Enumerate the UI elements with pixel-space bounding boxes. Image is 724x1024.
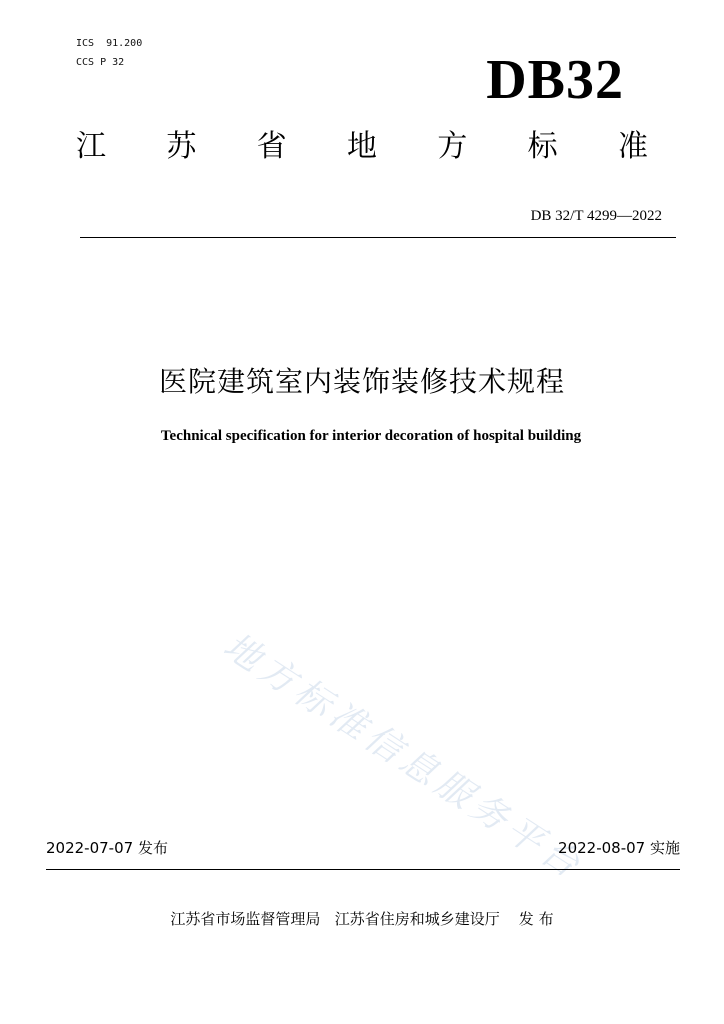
issue-date: 2022-07-07 发布 <box>46 839 168 857</box>
level-char: 准 <box>617 129 648 164</box>
level-char: 地 <box>346 129 377 164</box>
implementation-date: 2022-08-07 实施 <box>558 839 680 857</box>
level-char: 标 <box>527 129 558 164</box>
level-char: 苏 <box>166 129 197 164</box>
level-char: 省 <box>256 129 287 164</box>
document-title-chinese: 医院建筑室内装饰装修技术规程 <box>158 365 565 398</box>
standard-number: DB 32/T 4299—2022 <box>530 208 662 224</box>
watermark: 地方标准信息服务平台 <box>216 625 591 889</box>
footer-divider <box>46 869 680 870</box>
header-divider <box>80 237 676 238</box>
classification-codes <box>76 34 142 72</box>
document-title-english: Technical specification for interior decoration of hospital building <box>160 428 582 444</box>
level-char: 方 <box>437 129 468 164</box>
db-logo: DB32 <box>486 49 624 111</box>
issuing-authorities: 江苏省市场监督管理局 江苏省住房和城乡建设厅 发 布 <box>170 910 554 928</box>
standard-level-title <box>76 127 648 167</box>
ccs-code: CCS P 32 <box>76 57 125 68</box>
ics-code: ICS 91.200 <box>76 38 143 49</box>
level-char: 江 <box>76 129 106 164</box>
